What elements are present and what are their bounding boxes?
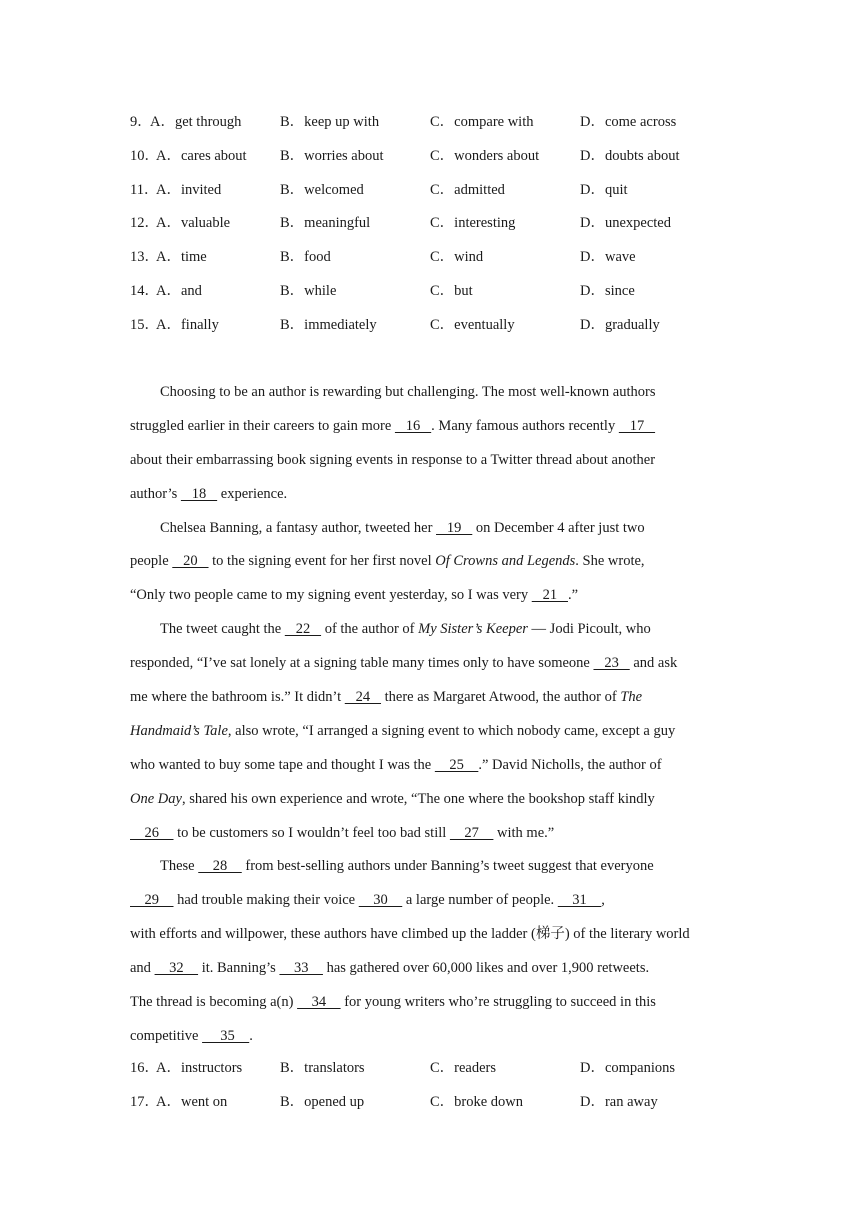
passage-text: .”: [567, 587, 579, 604]
blank-35: 35: [202, 1027, 250, 1044]
option-d: D．doubts about: [580, 148, 680, 164]
passage-text: and ask: [629, 655, 678, 672]
passage-text: about their embarrassing book signing events in response to a Twitter thread about another: [130, 451, 656, 468]
passage-text: has gathered over 60,000 likes and over 1,900 retweets.: [322, 960, 650, 977]
blank-23: 23: [593, 655, 630, 672]
passage-text: experience.: [217, 485, 288, 502]
option-b: B．keep up with: [280, 114, 380, 130]
passage-text: . She wrote,: [575, 553, 645, 570]
option-b: B．translators: [280, 1060, 365, 1076]
option-c: C．compare with: [430, 114, 534, 130]
passage-text: — Jodi Picoult, who: [527, 621, 651, 638]
passage-text: of the author of: [321, 621, 419, 638]
passage-line: [130, 515, 750, 549]
option-c: C．interesting: [430, 215, 516, 231]
passage-text: responded, “I’ve sat lonely at a signing table many times only to have someone: [130, 655, 594, 672]
passage-text: The tweet caught the: [160, 621, 285, 638]
book-title: One Day: [130, 790, 182, 807]
option-d: D．come across: [580, 114, 677, 130]
passage-line: [130, 921, 750, 955]
passage-text: with me.”: [493, 824, 555, 841]
passage-line: [130, 413, 750, 447]
blank-16: 16: [394, 417, 432, 434]
cloze-passage: [130, 379, 750, 1057]
option-c: C．but: [430, 283, 473, 299]
passage-text: .: [249, 1027, 253, 1044]
blank-26: 26: [130, 824, 174, 841]
option-d: D．companions: [580, 1060, 676, 1076]
passage-text: The thread is becoming a(n): [130, 994, 298, 1011]
option-c: C．wonders about: [430, 148, 540, 164]
passage-line: [130, 447, 750, 481]
option-a: A．and: [156, 283, 202, 299]
passage-text: on December 4 after just two: [472, 519, 645, 536]
blank-30: 30: [358, 892, 403, 909]
passage-line: [130, 752, 750, 786]
option-a: A．time: [156, 249, 207, 265]
passage-line: [130, 379, 750, 413]
passage-text: from best-selling authors under Banning’s tweet suggest that everyone: [241, 858, 654, 875]
option-d: D．quit: [580, 182, 628, 198]
passage-text: who wanted to buy some tape and thought I was the: [130, 756, 435, 773]
passage-line: [130, 481, 750, 515]
passage-text: .” David Nicholls, the author of: [478, 756, 662, 773]
passage-text: competitive: [130, 1027, 203, 1044]
blank-29: 29: [130, 892, 174, 909]
passage-text: there as Margaret Atwood, the author of: [381, 689, 621, 706]
option-c: C．wind: [430, 249, 484, 265]
blank-28: 28: [198, 858, 242, 875]
book-title: My Sister’s Keeper: [418, 621, 528, 638]
option-b: B．while: [280, 283, 337, 299]
blank-20: 20: [172, 553, 209, 570]
blank-19: 19: [436, 519, 473, 536]
passage-text: struggled earlier in their careers to gain more: [130, 417, 395, 434]
passage-text: . Many famous authors recently: [431, 417, 619, 434]
question-number: 10．: [130, 148, 159, 164]
option-c: C．broke down: [430, 1094, 524, 1110]
option-d: D．unexpected: [580, 215, 671, 231]
book-title: Of Crowns and Legends: [435, 553, 576, 570]
passage-line: [130, 582, 750, 616]
option-b: B．worries about: [280, 148, 384, 164]
passage-text: me where the bathroom is.” It didn’t: [130, 689, 345, 706]
passage-line: [130, 820, 750, 854]
option-c: C．eventually: [430, 317, 515, 333]
passage-line: [130, 548, 750, 582]
passage-text: , also wrote, “I arranged a signing event to which nobody came, except a guy: [227, 722, 676, 739]
passage-text: with efforts and willpower, these authors have climbed up the ladder (梯子) of the literary world: [130, 926, 690, 943]
passage-line: [130, 718, 750, 752]
passage-line: [130, 616, 750, 650]
option-d: D．since: [580, 283, 635, 299]
option-b: B．welcomed: [280, 182, 364, 198]
passage-text: “Only two people came to my signing event yesterday, so I was very: [130, 587, 532, 604]
passage-text: to be customers so I wouldn’t feel too bad still: [173, 824, 450, 841]
option-d: D．gradually: [580, 317, 660, 333]
passage-text: to the signing event for her first novel: [208, 553, 436, 570]
option-a: A．valuable: [156, 215, 231, 231]
passage-text: Chelsea Banning, a fantasy author, tweeted her: [160, 519, 437, 536]
question-number: 9．: [130, 114, 152, 130]
blank-27: 27: [449, 824, 494, 841]
blank-33: 33: [279, 960, 323, 977]
passage-line: [130, 853, 750, 887]
option-a: A．finally: [156, 317, 219, 333]
passage-line: [130, 684, 750, 718]
option-d: D．ran away: [580, 1094, 658, 1110]
blank-24: 24: [344, 689, 382, 706]
option-c: C．readers: [430, 1060, 497, 1076]
passage-text: people: [130, 553, 173, 570]
question-number: 16．: [130, 1060, 159, 1076]
passage-text: These: [160, 858, 199, 875]
option-a: A．instructors: [156, 1060, 243, 1076]
passage-line: [130, 887, 750, 921]
passage-text: author’s: [130, 485, 181, 502]
blank-34: 34: [297, 994, 341, 1011]
passage-line: [130, 989, 750, 1023]
blank-21: 21: [531, 587, 568, 604]
option-d: D．wave: [580, 249, 636, 265]
passage-line: [130, 650, 750, 684]
blank-17: 17: [618, 417, 656, 434]
passage-text: ,: [601, 892, 605, 909]
option-a: A．went on: [156, 1094, 228, 1110]
option-c: C．admitted: [430, 182, 505, 198]
question-number: 12．: [130, 215, 159, 231]
option-a: A．cares about: [156, 148, 247, 164]
book-title: The: [620, 689, 643, 706]
blank-22: 22: [284, 621, 322, 638]
option-b: B．immediately: [280, 317, 377, 333]
passage-text: , shared his own experience and wrote, “The one where the bookshop staff kindly: [181, 790, 655, 807]
option-a: A．get through: [150, 114, 242, 130]
passage-text: had trouble making their voice: [173, 892, 359, 909]
passage-line: [130, 786, 750, 820]
passage-line: [130, 1023, 750, 1057]
blank-32: 32: [154, 960, 199, 977]
passage-text: a large number of people.: [402, 892, 558, 909]
option-b: B．meaningful: [280, 215, 371, 231]
passage-line: [130, 955, 750, 989]
question-number: 14．: [130, 283, 159, 299]
book-title: Handmaid’s Tale: [130, 722, 228, 739]
passage-text: and: [130, 960, 155, 977]
blank-18: 18: [180, 485, 218, 502]
blank-31: 31: [557, 892, 602, 909]
option-b: B．opened up: [280, 1094, 365, 1110]
blank-25: 25: [434, 756, 479, 773]
option-a: A．invited: [156, 182, 222, 198]
question-number: 17．: [130, 1094, 159, 1110]
question-number: 11．: [130, 182, 159, 198]
question-number: 15．: [130, 317, 159, 333]
passage-text: for young writers who’re struggling to succeed in this: [340, 994, 656, 1011]
passage-text: Choosing to be an author is rewarding but challenging. The most well-known authors: [160, 384, 656, 400]
question-number: 13．: [130, 249, 159, 265]
option-b: B．food: [280, 249, 331, 265]
passage-text: it. Banning’s: [198, 960, 280, 977]
